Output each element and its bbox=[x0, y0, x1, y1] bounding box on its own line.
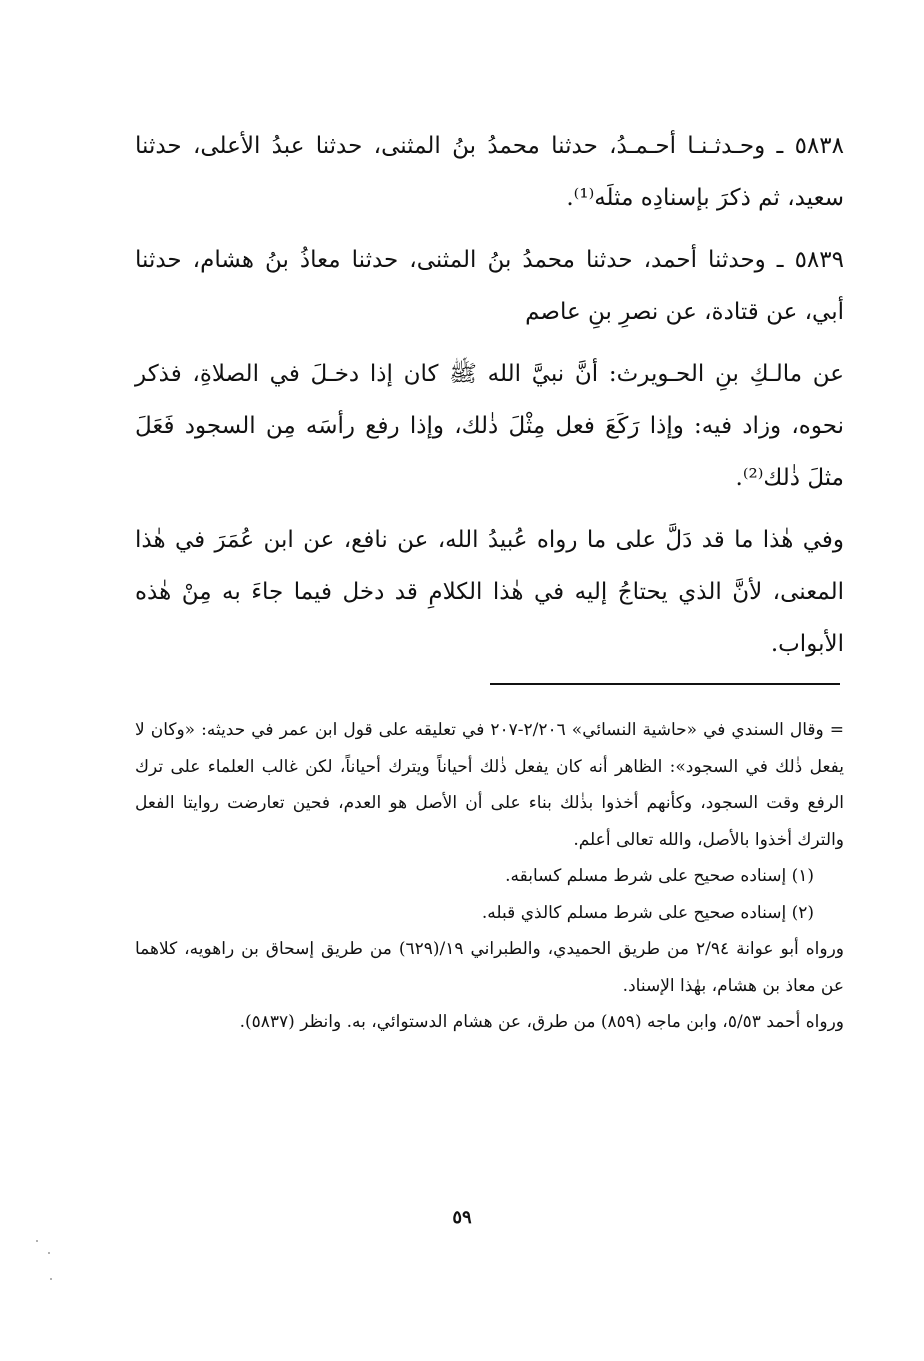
hadith-5838: ٥٨٣٨ ـ وحـدثـنـا أحـمـدُ، حدثنا محمدُ بنُ المثنى، حدثنا عبدُ الأعلى، حدثنا سعيد، ثم ذكرَ بإسنادِه مثلَه⁽¹⁾. bbox=[135, 133, 844, 211]
footnote-1: (١) إسناده صحيح على شرط مسلم كسابقه. bbox=[505, 866, 814, 886]
main-text bbox=[135, 120, 844, 680]
footnote-continuation: = وقال السندي في «حاشية النسائي» ٢/٢٠٦-٢٠٧ في تعليقه على قول ابن عمر في حديثه: «وكان لا يفعل ذٰلك في السجود»: الظاهر أنه كان يفعل ذٰلك أحياناً ويترك أحياناً، لكن غالب العلماء على ترك الرفع وقت السجود، وكأنهم أخذوا بذٰلك بناء على أن الأصل هو العدم، فحين تعارضت روايتا الفعل والترك أخذوا بالأصل، والله تعالى أعلم. bbox=[135, 720, 844, 850]
page-number: ٥٩ bbox=[452, 1207, 472, 1228]
hadith-5839-isnad: ٥٨٣٩ ـ وحدثنا أحمد، حدثنا محمدُ بنُ المثنى، حدثنا معاذُ بنُ هشام، حدثنا أبي، عن قتادة، عن نصرِ بنِ عاصم bbox=[135, 247, 844, 325]
scan-specks bbox=[30, 1240, 70, 1300]
footnote-2-detail-2: ورواه أحمد ٥/٥٣، وابن ماجه (٨٥٩) من طرق، عن هشام الدستوائي، به. وانظر (٥٨٣٧). bbox=[239, 1012, 844, 1032]
footnote-2: (٢) إسناده صحيح على شرط مسلم كالذي قبله. bbox=[481, 902, 814, 923]
footnotes bbox=[135, 712, 844, 1041]
commentary-paragraph: وفي هٰذا ما قد دَلَّ على ما رواه عُبيدُ الله، عن نافع، عن ابن عُمَرَ في هٰذا المعنى، لأنَّ الذي يحتاجُ إليه في هٰذا الكلامِ قد دخل فيما جاءَ به مِنْ هٰذه الأبواب. bbox=[135, 527, 844, 657]
footnote-2-detail-1: ورواه أبو عوانة ٢/٩٤ من طريق الحميدي، والطبراني ١٩/(٦٢٩) من طريق إسحاق بن راهويه، كلاهما عن معاذ بن هشام، بهٰذا الإسناد. bbox=[135, 939, 844, 996]
footnote-separator bbox=[490, 683, 840, 685]
hadith-5839-matn: عن مالـكِ بنِ الحـويرث: أنَّ نبيَّ الله ﷺ كان إذا دخـلَ في الصلاةِ، فذكر نحوه، وزاد فيه: وإذا رَكَعَ فعل مِثْلَ ذٰلك، وإذا رفع رأسَه مِن السجود فَعَلَ مثلَ ذٰلك⁽²⁾. bbox=[135, 361, 844, 491]
